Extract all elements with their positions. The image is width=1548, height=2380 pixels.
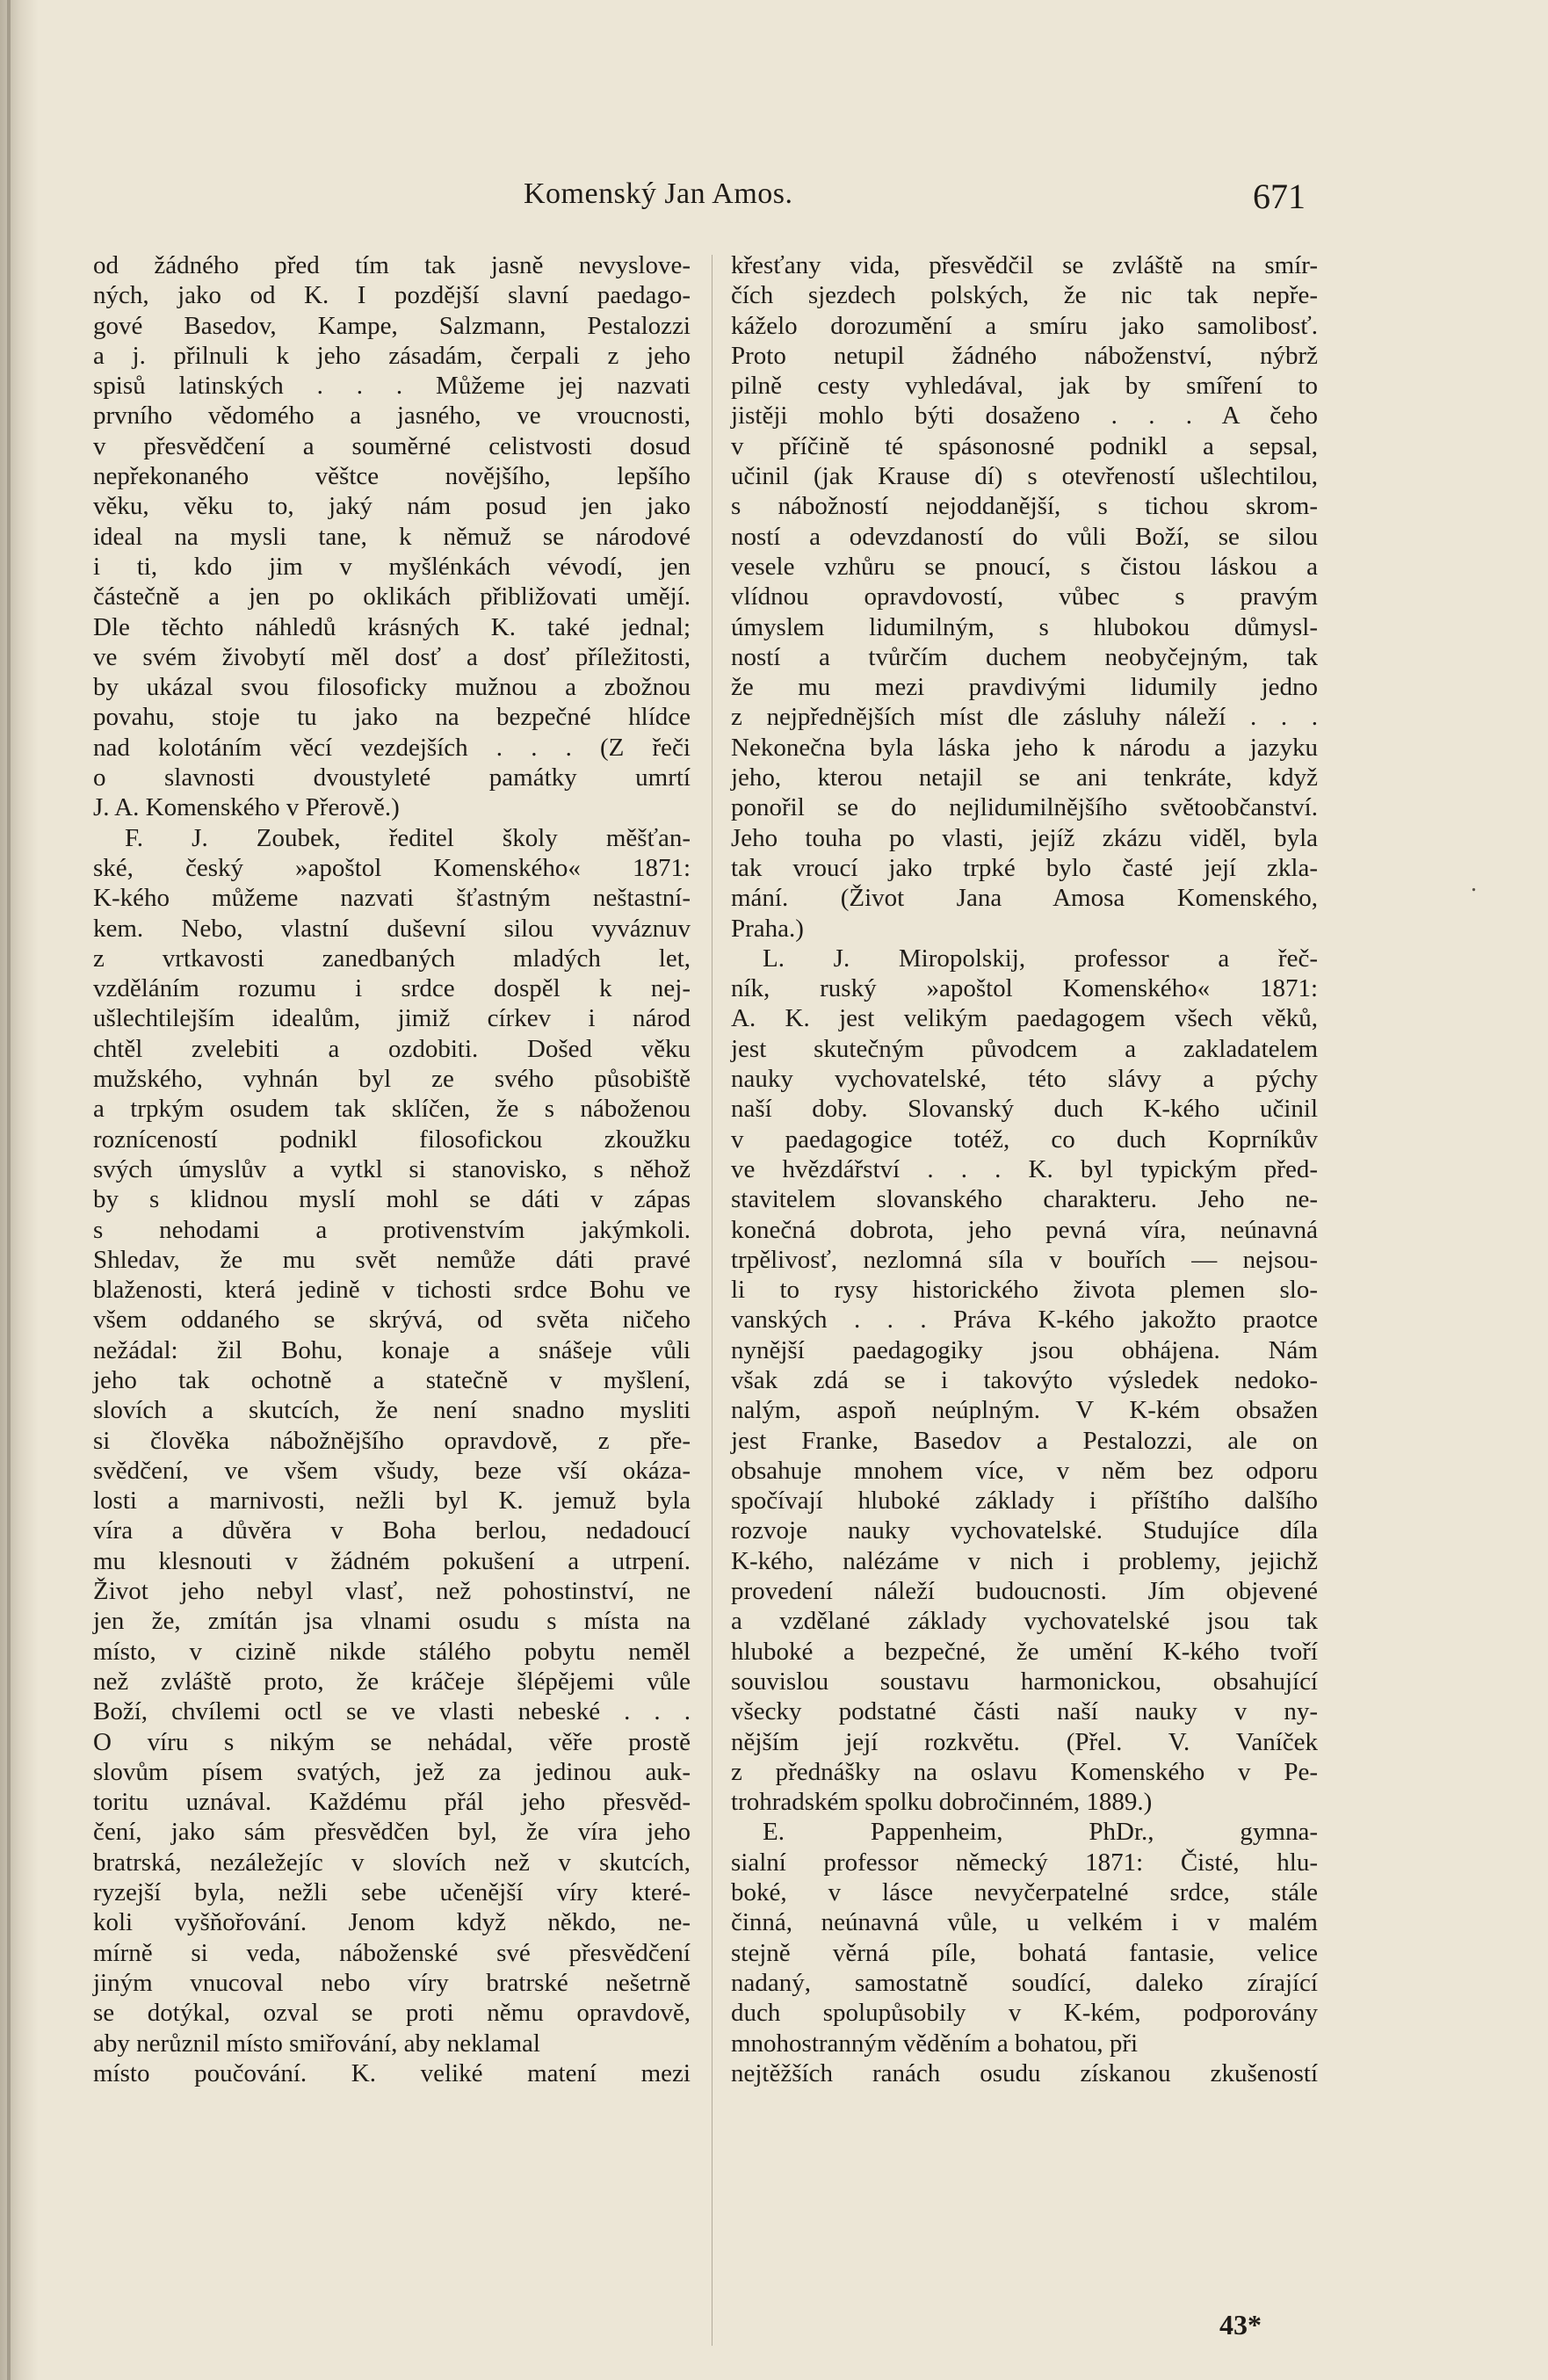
right-column-line: jest skutečným původcem a zakladatelem [731,1034,1318,1063]
running-head-title: Komenský Jan Amos. [524,177,793,210]
right-column-line: obsahuje mnohem více, v něm bez odporu [731,1456,1318,1485]
left-column-line: slovích a skutcích, že není snadno mysliti [93,1396,691,1425]
right-column-line: ností a odevzdaností do vůli Boží, se silou [731,522,1318,551]
right-column-line: rozvoje nauky vychovatelské. Studujíce díla [731,1516,1318,1545]
left-column-line: Shledav, že mu svět nemůže dáti pravé [93,1245,691,1274]
right-column-line: duch spolupůsobily v K-kém, podporovány [731,1999,1318,2028]
right-column-line: jeho, kterou netajil se ani tenkráte, když [731,763,1318,792]
left-column-line: jen že, zmítán jsa vlnami osudu s místa na [93,1607,691,1636]
left-column-line: nepřekonaného věštce novějšího, lepšího [93,462,691,491]
right-column-line: jest Franke, Basedov a Pestalozzi, ale on [731,1426,1318,1455]
left-column-line: mužského, vyhnán byl ze svého působiště [93,1065,691,1094]
right-column-line: boké, v lásce nevyčerpatelné srdce, stále [731,1878,1318,1907]
left-column-line: Boží, chvílemi octl se ve vlasti nebeské . . . [93,1697,691,1726]
right-column-line: konečná dobrota, jeho pevná víra, neúnavná [731,1215,1318,1244]
left-column-line: gové Basedov, Kampe, Salzmann, Pestalozzi [93,311,691,340]
left-column-line: ryzejší byla, nežli sebe učenější víry které- [93,1878,691,1907]
left-column-line: místo, v cizině nikde stálého pobytu neměl [93,1637,691,1666]
left-column-line: z vrtkavosti zanedbaných mladých let, [93,944,691,973]
left-column-line: od žádného před tím tak jasně nevyslove- [93,251,691,279]
left-column-line: částečně a jen po oklikách přibližovati umějí. [93,582,691,611]
right-column-line: ve hvězdářství . . . K. byl typickým před- [731,1154,1318,1183]
right-column-line: E. Pappenheim, PhDr., gymna- [763,1818,1318,1847]
right-column-line: jistěji mohlo býti dosaženo . . . A čeho [731,401,1318,430]
left-column-line: ské, český »apoštol Komenského« 1871: [93,853,691,882]
left-column-line: ve svém živobytí měl dosť a dosť příležitosti, [93,642,691,671]
left-column-line: mírně si veda, náboženské své přesvědčení [93,1938,691,1967]
right-column-line: však zdá se i takovýto výsledek nedoko- [731,1365,1318,1394]
right-column-line: souvislou soustavu harmonickou, obsahující [731,1667,1318,1696]
binding-edge [7,0,11,2380]
left-column-line: losti a marnivosti, nežli byl K. jemuž byla [93,1487,691,1516]
right-column-line: A. K. jest velikým paedagogem všech věků, [731,1004,1318,1033]
right-column-line: úmyslem lidumilným, s hlubokou důmysl- [731,612,1318,641]
left-column-line: vzděláním rozumu i srdce dospěl k nej- [93,974,691,1003]
left-column-line: povahu, stoje tu jako na bezpečné hlídce [93,703,691,732]
right-column-line: že mu mezi pravdivými lidumily jedno [731,673,1318,702]
right-column-line: káželo dorozumění a smíru jako samolibosť. [731,311,1318,340]
left-column-line: spisů latinských . . . Můžeme jej nazvati [93,372,691,401]
right-column-line: s nábožností nejoddanější, s tichou skrom- [731,492,1318,521]
left-column-line: by s klidnou myslí mohl se dáti v zápas [93,1185,691,1214]
right-column-line: sialní professor německý 1871: Čisté, hlu- [731,1848,1318,1877]
right-column-line: stavitelem slovanského charakteru. Jeho ne- [731,1185,1318,1214]
right-column-line: li to rysy historického života plemen slo- [731,1276,1318,1305]
right-column-line: tak vroucí jako trpké bylo časté její zkla- [731,853,1318,882]
left-column-line: O víru s nikým se nehádal, věře prostě [93,1727,691,1756]
right-column-line: nalým, aspoň neúplným. V K-kém obsažen [731,1396,1318,1425]
left-column [93,250,691,2088]
page-gutter-shadow [0,0,39,2380]
right-column-line: nějším její rozkvětu. (Přel. V. Vaníček [731,1727,1318,1756]
right-column-line: činná, neúnavná vůle, u velkém i v malém [731,1908,1318,1937]
running-head [0,176,1548,220]
right-column-line: hluboké a bezpečné, že umění K-kého tvoří [731,1637,1318,1666]
left-column-line: jiným vnucoval nebo víry bratrské nešetrně [93,1968,691,1997]
left-column-line: ideal na mysli tane, k němuž se národové [93,522,691,551]
right-column-line: pilně cesty vyhledával, jak by smíření to [731,372,1318,401]
right-column-line: trpělivosť, nezlomná síla v bouřích — nejsou- [731,1245,1318,1274]
left-column-line: a trpkým osudem tak sklíčen, že s náboženou [93,1095,691,1124]
left-column-line: o slavnosti dvoustyleté památky umrtí [93,763,691,792]
left-column-line: i ti, kdo jim v myšlénkách vévodí, jen [93,552,691,581]
right-column-line: spočívají hluboké základy i příštího dalšího [731,1487,1318,1516]
left-column-line: blaženosti, která jedině v tichosti srdce Bohu ve [93,1276,691,1305]
left-column-line: v přesvědčení a souměrné celistvosti dosud [93,431,691,460]
left-column-line: s nehodami a protivenstvím jakýmkoli. [93,1215,691,1244]
left-column-line: prvního vědomého a jasného, ve vroucnosti, [93,401,691,430]
left-column-line: Život jeho nebyl vlasť, než pohostinství, ne [93,1577,691,1606]
left-column-line: J. A. Komenského v Přerově.) [93,793,400,822]
left-column-line: všem oddaného se skrývá, od světa ničeho [93,1306,691,1335]
right-column-line: Nekonečna byla láska jeho k národu a jazyku [731,733,1318,762]
left-column-line: nad kolotáním věcí vezdejších . . . (Z řeči [93,733,691,762]
right-column-line: Proto netupil žádného náboženství, nýbrž [731,341,1318,370]
left-column-line: bratrská, nezáležejíc v slovích než v skutcích, [93,1848,691,1877]
right-column-line: učinil (jak Krause dí) s otevřeností ušlechtilou, [731,462,1318,491]
right-column-line: všecky podstatné části naší nauky v ny- [731,1697,1318,1726]
left-column-line: kem. Nebo, vlastní duševní silou vyváznuv [93,914,691,943]
right-column [731,250,1318,2088]
left-column-line: mu klesnouti v žádném pokušení a utrpení. [93,1546,691,1575]
left-column-line: jeho tak ochotně a statečně v myšlení, [93,1365,691,1394]
right-column-line: stejně věrná píle, bohatá fantasie, velice [731,1938,1318,1967]
left-column-line: věku, věku to, jaký nám posud jen jako [93,492,691,521]
right-column-line: nadaný, samostatně soudící, daleko zírající [731,1968,1318,1997]
signature-mark: 43* [1219,2309,1262,2340]
right-column-line: Jeho touha po vlasti, jejíž zkázu viděl, byla [731,823,1318,852]
right-column-line: K-kého, nalézáme v nich i problemy, jejichž [731,1546,1318,1575]
right-column-line: vesele vzhůru se pnoucí, s čistou láskou a [731,552,1318,581]
right-column-line: ností a tvůrčím duchem neobyčejným, tak [731,642,1318,671]
right-column-line: nejtěžších ranách osudu získanou zkušeností [731,2058,1318,2087]
left-column-line: svých úmyslův a vytkl si stanovisko, s něhož [93,1154,691,1183]
left-column-line: Dle těchto náhledů krásných K. také jednal; [93,612,691,641]
right-column-line: a vzdělané základy vychovatelské jsou tak [731,1607,1318,1636]
left-column-line: rozníceností podnikl filosofickou zkoužku [93,1125,691,1154]
left-column-line: slovům písem svatých, jež za jedinou auk- [93,1757,691,1786]
right-column-line: trohradském spolku dobročinném, 1889.) [731,1788,1153,1817]
right-column-line: L. J. Miropolskij, professor a řeč- [763,944,1318,973]
left-column-line: aby nerůznil místo smiřování, aby neklamal [93,2029,540,2058]
right-column-line: křesťany vida, přesvědčil se zvláště na smír- [731,251,1318,279]
left-column-line: víra a důvěra v Boha berlou, nedadoucí [93,1516,691,1545]
left-column-line: chtěl zvelebiti a ozdobiti. Došed věku [93,1034,691,1063]
right-column-line: nauky vychovatelské, této slávy a pýchy [731,1065,1318,1094]
left-column-line: F. J. Zoubek, ředitel školy měšťan- [125,823,691,852]
column-divider [712,255,713,2346]
right-column-line: čích sjezdech polských, že nic tak nepře- [731,281,1318,310]
left-column-line: než zvláště proto, že kráčeje šlépějemi vůle [93,1667,691,1696]
right-column-line: ník, ruský »apoštol Komenského« 1871: [731,974,1318,1003]
right-column-line: Praha.) [731,914,804,943]
right-column-line: vanských . . . Práva K-kého jakožto praotce [731,1306,1318,1335]
left-column-line: by ukázal svou filosoficky mužnou a zbožnou [93,673,691,702]
left-column-line: toritu uznával. Každému přál jeho přesvěd- [93,1788,691,1817]
page-number: 671 [1253,177,1306,216]
left-column-line: koli vyšňořování. Jenom když někdo, ne- [93,1908,691,1937]
right-column-line: vlídnou opravdovostí, vůbec s pravým [731,582,1318,611]
right-column-line: z přednášky na oslavu Komenského v Pe- [731,1757,1318,1786]
left-column-line: nežádal: žil Bohu, konaje a snášeje vůli [93,1335,691,1364]
right-column-line: mání. (Život Jana Amosa Komenského, [731,884,1318,913]
left-column-line: ných, jako od K. I pozdější slavní paedago- [93,281,691,310]
right-column-line: naší doby. Slovanský duch K-kého učinil [731,1095,1318,1124]
left-column-line: čení, jako sám přesvědčen byl, že víra jeho [93,1818,691,1847]
left-column-line: svědčení, ve všem všudy, beze vší okáza- [93,1456,691,1485]
right-column-line: z nejpřednějších míst dle zásluhy náleží . . . [731,703,1318,732]
left-column-line: a j. přilnuli k jeho zásadám, čerpali z jeho [93,341,691,370]
left-column-line: se dotýkal, ozval se proti němu opravdově, [93,1999,691,2028]
right-column-line: provedení náleží budoucnosti. Jím objevené [731,1577,1318,1606]
left-column-line: ušlechtilejším idealům, jimiž církev i národ [93,1004,691,1033]
right-column-line: v příčině té spásonosné podnikl a sepsal, [731,431,1318,460]
left-column-line: si člověka nábožnějšího opravdově, z pře- [93,1426,691,1455]
margin-mark: . [1471,870,1477,897]
right-column-line: v paedagogice totéž, co duch Koprníkův [731,1125,1318,1154]
left-column-line: místo poučování. K. veliké matení mezi [93,2058,691,2087]
right-column-line: nynější paedagogiky jsou obhájena. Nám [731,1335,1318,1364]
left-column-line: K-kého můžeme nazvati šťastným neštastní- [93,884,691,913]
right-column-line: mnohostranným věděním a bohatou, při [731,2029,1139,2058]
right-column-line: ponořil se do nejlidumilnějšího světoobčanství. [731,793,1318,822]
